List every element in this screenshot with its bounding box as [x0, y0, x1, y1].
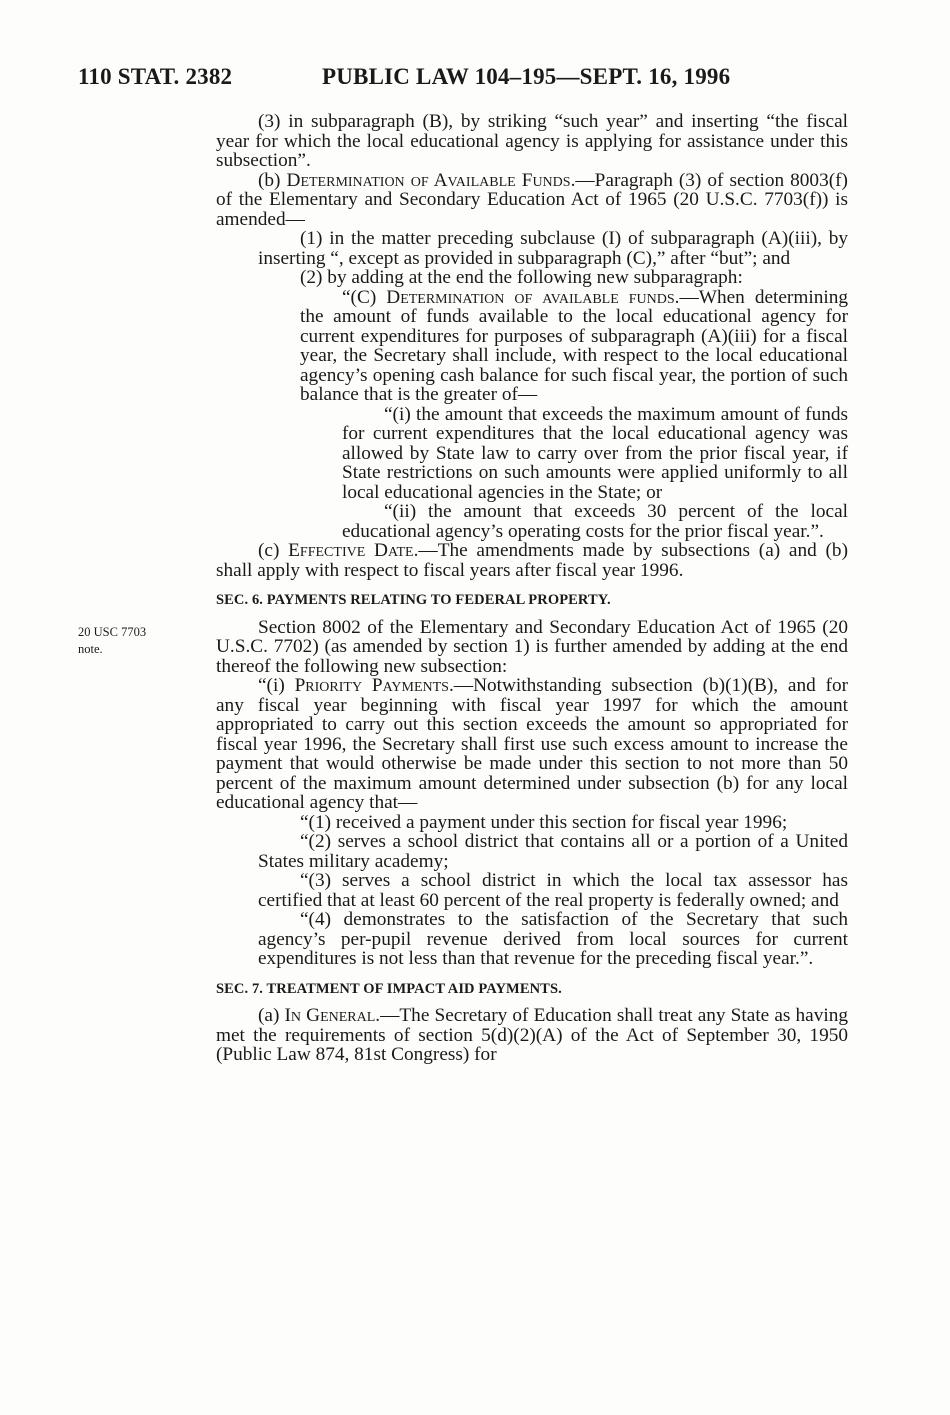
priority-item-2: “(2) serves a school district that contains all or a portion of a United States military academy; [258, 831, 848, 872]
running-header [78, 64, 858, 98]
section-6-text: Section 8002 of the Elementary and Secondary Education Act of 1965 (20 U.S.C. 7702) (as amended by section 1) is further amended by adding at the end thereof the following new subsection: [216, 616, 848, 677]
section-7-heading-in-general: In General. [284, 1005, 381, 1026]
priority-payments [216, 676, 848, 813]
section-6-heading: SEC. 6. PAYMENTS RELATING TO FEDERAL PROPERTY. [216, 592, 611, 608]
public-law-title: PUBLIC LAW 104–195—SEPT. 16, 1996 [322, 64, 731, 89]
section-7-text: —The Secretary of Education shall treat any State as having met the requirements of section 5(d)(2)(A) of the Act of September 30, 1950 (Public Law 874, 81st Congress) for [216, 1005, 848, 1065]
subparagraph-c-lead: “(C) [342, 286, 387, 308]
statute-page-number: 110 STAT. 2382 [78, 64, 233, 89]
subsection-b-heading: Determination of Available Funds. [286, 169, 576, 191]
priority-payments-lead: “(i) [258, 675, 295, 696]
subsection-b [216, 171, 848, 230]
document-body [216, 112, 848, 1065]
margin-note-label: note. [78, 642, 103, 656]
subparagraph-c [300, 288, 848, 405]
clause-ii: “(ii) the amount that exceeds 30 percent of the local educational agency’s operating costs for the prior fiscal year.”. [342, 501, 848, 542]
effective-date-lead: (c) [258, 540, 289, 561]
subparagraph-c-text: —When determining the amount of funds available to the local educational agency for current expenditures for purposes of subparagraph (A)(iii) for a fiscal year, the Secretary shall include, with respect to the local educational agency’s opening cash balance for such fiscal year, the portion of such balance that is the greater of— [300, 286, 848, 405]
clause-i: “(i) the amount that exceeds the maximum amount of funds for current expenditures that the local educational agency was allowed by State law to carry over from the prior fiscal year, if State restrictions on such amounts were applied uniformly to all local educational agencies in the State; or [342, 403, 848, 503]
section-7-lead: (a) [258, 1005, 285, 1026]
priority-payments-heading: Priority Payments. [294, 675, 454, 696]
subsection-b-text: —Paragraph (3) of section 8003(f) of the Elementary and Secondary Education Act of 1965 (20 U.S.C. 7703(f)) is amended— [216, 169, 848, 230]
priority-item-3: “(3) serves a school district in which the local tax assessor has certified that at least 60 percent of the real property is federally owned; and [258, 870, 848, 911]
subsection-b-lead: (b) [258, 169, 287, 191]
margin-note [78, 624, 198, 658]
paragraph-b2: (2) by adding at the end the following new subparagraph: [300, 267, 743, 288]
section-7-subsection-a [216, 1006, 848, 1065]
effective-date-text: —The amendments made by subsections (a) and (b) shall apply with respect to fiscal years after fiscal year 1996. [216, 540, 848, 581]
paragraph-3: (3) in subparagraph (B), by striking “such year” and inserting “the fiscal year for which the local educational agency is applying for assistance under this subsection”. [216, 111, 848, 171]
effective-date-heading: Effective Date. [288, 540, 419, 561]
subsection-c-effective-date [216, 541, 848, 580]
priority-item-4: “(4) demonstrates to the satisfaction of the Secretary that such agency’s per-pupil revenue derived from local sources for current expenditures is not less than that revenue for the preceding fiscal year.”. [258, 909, 848, 969]
priority-item-1: “(1) received a payment under this section for fiscal year 1996; [300, 811, 788, 833]
subparagraph-c-heading: Determination of available funds. [386, 286, 680, 308]
margin-note-citation: 20 USC 7703 [78, 625, 147, 639]
priority-payments-text: —Notwithstanding subsection (b)(1)(B), and for any fiscal year beginning with fiscal year 1997 for which the amount appropriated to carry out this section exceeds the amount so appropriated for fiscal year 1996, the Secretary shall first use such excess amount to increase the payment that would otherwise be made under this section to not more than 50 percent of the maximum amount determined under subsection (b) for any local educational agency that— [216, 675, 849, 813]
section-7-heading: SEC. 7. TREATMENT OF IMPACT AID PAYMENTS. [216, 980, 562, 997]
paragraph-b1: (1) in the matter preceding subclause (I) of subparagraph (A)(iii), by inserting “, except as provided in subparagraph (C),” after “but”; and [258, 228, 848, 269]
